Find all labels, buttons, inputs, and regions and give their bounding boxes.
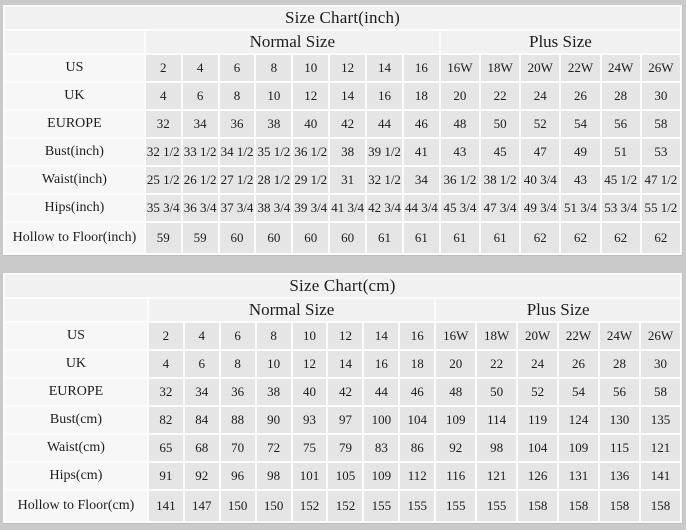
normal-size-value-cell: 152 — [328, 491, 362, 521]
normal-size-value-cell: 6 — [221, 323, 255, 349]
normal-size-value-cell: 14 — [328, 351, 362, 377]
table-row — [5, 83, 680, 109]
normal-size-value-cell: 46 — [404, 111, 439, 137]
plus-size-value-cell: 121 — [641, 435, 680, 461]
plus-size-value-cell: 104 — [518, 435, 557, 461]
row-label: UK — [5, 83, 144, 109]
plus-size-value-cell: 62 — [561, 223, 599, 253]
plus-size-value-cell: 136 — [600, 463, 639, 489]
plus-size-value-cell: 47 1/2 — [642, 167, 680, 193]
normal-size-value-cell: 35 3/4 — [146, 195, 181, 221]
normal-size-value-cell: 152 — [293, 491, 327, 521]
normal-size-value-cell: 35 1/2 — [256, 139, 291, 165]
normal-size-value-cell: 155 — [364, 491, 398, 521]
plus-size-value-cell: 51 3/4 — [561, 195, 599, 221]
plus-size-value-cell: 155 — [477, 491, 516, 521]
plus-size-value-cell: 43 — [441, 139, 479, 165]
plus-size-value-cell: 49 3/4 — [521, 195, 559, 221]
normal-size-value-cell: 10 — [256, 83, 291, 109]
plus-size-value-cell: 16W — [441, 55, 479, 81]
normal-size-value-cell: 4 — [183, 55, 218, 81]
plus-size-value-cell: 30 — [642, 83, 680, 109]
column-group-row — [5, 299, 680, 321]
row-label: Hollow to Floor(inch) — [5, 223, 144, 253]
table-title-row — [5, 7, 680, 29]
normal-size-value-cell: 38 — [330, 139, 365, 165]
plus-size-value-cell: 53 3/4 — [602, 195, 640, 221]
plus-size-value-cell: 92 — [436, 435, 475, 461]
normal-size-value-cell: 44 — [364, 379, 398, 405]
normal-size-value-cell: 8 — [220, 83, 255, 109]
plus-size-value-cell: 47 3/4 — [481, 195, 519, 221]
plus-size-value-cell: 47 — [521, 139, 559, 165]
plus-size-value-cell: 54 — [561, 111, 599, 137]
table-row — [5, 491, 680, 521]
plus-size-value-cell: 20 — [441, 83, 479, 109]
normal-size-value-cell: 75 — [293, 435, 327, 461]
plus-size-value-cell: 158 — [559, 491, 598, 521]
normal-size-value-cell: 60 — [293, 223, 328, 253]
plus-size-value-cell: 30 — [641, 351, 680, 377]
plus-size-value-cell: 22 — [477, 351, 516, 377]
plus-size-group-header: Plus Size — [441, 31, 680, 53]
plus-size-value-cell: 48 — [436, 379, 475, 405]
plus-size-value-cell: 45 — [481, 139, 519, 165]
normal-size-value-cell: 8 — [256, 55, 291, 81]
normal-size-value-cell: 34 — [404, 167, 439, 193]
normal-size-value-cell: 29 1/2 — [293, 167, 328, 193]
plus-size-value-cell: 61 — [441, 223, 479, 253]
normal-size-value-cell: 101 — [293, 463, 327, 489]
normal-size-value-cell: 16 — [404, 55, 439, 81]
normal-size-value-cell: 8 — [221, 351, 255, 377]
normal-size-value-cell: 39 3/4 — [293, 195, 328, 221]
table-row — [5, 407, 680, 433]
plus-size-value-cell: 50 — [477, 379, 516, 405]
plus-size-value-cell: 24 — [518, 351, 557, 377]
plus-size-value-cell: 53 — [642, 139, 680, 165]
normal-size-value-cell: 93 — [293, 407, 327, 433]
normal-size-value-cell: 10 — [293, 55, 328, 81]
plus-size-value-cell: 155 — [436, 491, 475, 521]
plus-size-value-cell: 26 — [561, 83, 599, 109]
normal-size-value-cell: 4 — [146, 83, 181, 109]
plus-size-value-cell: 20W — [518, 323, 557, 349]
row-label: Waist(inch) — [5, 167, 144, 193]
plus-size-group-header: Plus Size — [436, 299, 680, 321]
plus-size-value-cell: 62 — [521, 223, 559, 253]
table-row — [5, 435, 680, 461]
normal-size-value-cell: 68 — [185, 435, 219, 461]
plus-size-value-cell: 18W — [481, 55, 519, 81]
table-row — [5, 351, 680, 377]
plus-size-value-cell: 40 3/4 — [521, 167, 559, 193]
plus-size-value-cell: 158 — [600, 491, 639, 521]
plus-size-value-cell: 28 — [602, 83, 640, 109]
table-row — [5, 463, 680, 489]
normal-size-value-cell: 18 — [404, 83, 439, 109]
normal-size-value-cell: 44 — [367, 111, 402, 137]
plus-size-value-cell: 58 — [642, 111, 680, 137]
plus-size-value-cell: 158 — [518, 491, 557, 521]
column-group-row — [5, 31, 680, 53]
plus-size-value-cell: 61 — [481, 223, 519, 253]
plus-size-value-cell: 22 — [481, 83, 519, 109]
normal-size-value-cell: 28 1/2 — [256, 167, 291, 193]
row-label: Waist(cm) — [5, 435, 147, 461]
normal-size-value-cell: 46 — [400, 379, 434, 405]
table-title-row — [5, 275, 680, 297]
normal-size-value-cell: 6 — [183, 83, 218, 109]
row-label: Hips(cm) — [5, 463, 147, 489]
normal-size-value-cell: 147 — [185, 491, 219, 521]
normal-size-value-cell: 31 — [330, 167, 365, 193]
row-label: Bust(cm) — [5, 407, 147, 433]
corner-cell — [5, 31, 144, 53]
plus-size-value-cell: 26 — [559, 351, 598, 377]
normal-size-value-cell: 12 — [328, 323, 362, 349]
normal-size-value-cell: 16 — [400, 323, 434, 349]
normal-size-value-cell: 84 — [185, 407, 219, 433]
plus-size-value-cell: 26W — [641, 323, 680, 349]
normal-size-group-header: Normal Size — [149, 299, 434, 321]
plus-size-value-cell: 62 — [642, 223, 680, 253]
table-row — [5, 223, 680, 253]
normal-size-value-cell: 36 3/4 — [183, 195, 218, 221]
plus-size-value-cell: 116 — [436, 463, 475, 489]
plus-size-value-cell: 130 — [600, 407, 639, 433]
row-label: US — [5, 55, 144, 81]
normal-size-value-cell: 96 — [221, 463, 255, 489]
normal-size-value-cell: 2 — [149, 323, 183, 349]
table-row — [5, 139, 680, 165]
normal-size-value-cell: 38 — [257, 379, 291, 405]
plus-size-value-cell: 62 — [602, 223, 640, 253]
normal-size-value-cell: 14 — [364, 323, 398, 349]
normal-size-value-cell: 105 — [328, 463, 362, 489]
normal-size-value-cell: 16 — [367, 83, 402, 109]
plus-size-value-cell: 124 — [559, 407, 598, 433]
normal-size-value-cell: 92 — [185, 463, 219, 489]
plus-size-value-cell: 56 — [600, 379, 639, 405]
plus-size-value-cell: 135 — [641, 407, 680, 433]
normal-size-value-cell: 141 — [149, 491, 183, 521]
plus-size-value-cell: 16W — [436, 323, 475, 349]
plus-size-value-cell: 50 — [481, 111, 519, 137]
normal-size-value-cell: 150 — [221, 491, 255, 521]
plus-size-value-cell: 26W — [642, 55, 680, 81]
plus-size-value-cell: 36 1/2 — [441, 167, 479, 193]
normal-size-value-cell: 38 3/4 — [256, 195, 291, 221]
normal-size-value-cell: 6 — [220, 55, 255, 81]
normal-size-value-cell: 26 1/2 — [183, 167, 218, 193]
plus-size-value-cell: 52 — [521, 111, 559, 137]
plus-size-value-cell: 56 — [602, 111, 640, 137]
normal-size-value-cell: 34 1/2 — [220, 139, 255, 165]
normal-size-value-cell: 36 1/2 — [293, 139, 328, 165]
row-label: UK — [5, 351, 147, 377]
normal-size-value-cell: 32 — [149, 379, 183, 405]
table-row — [5, 379, 680, 405]
normal-size-value-cell: 44 3/4 — [404, 195, 439, 221]
normal-size-group-header: Normal Size — [146, 31, 439, 53]
plus-size-value-cell: 45 1/2 — [602, 167, 640, 193]
table-title: Size Chart(inch) — [5, 7, 680, 29]
normal-size-value-cell: 12 — [293, 83, 328, 109]
plus-size-value-cell: 158 — [641, 491, 680, 521]
normal-size-value-cell: 32 1/2 — [367, 167, 402, 193]
normal-size-value-cell: 38 — [256, 111, 291, 137]
plus-size-value-cell: 98 — [477, 435, 516, 461]
plus-size-value-cell: 119 — [518, 407, 557, 433]
table-row — [5, 195, 680, 221]
normal-size-value-cell: 8 — [257, 323, 291, 349]
normal-size-value-cell: 37 3/4 — [220, 195, 255, 221]
normal-size-value-cell: 12 — [330, 55, 365, 81]
normal-size-value-cell: 72 — [257, 435, 291, 461]
normal-size-value-cell: 100 — [364, 407, 398, 433]
normal-size-value-cell: 60 — [220, 223, 255, 253]
size-chart-cm-table — [3, 273, 683, 524]
normal-size-value-cell: 150 — [257, 491, 291, 521]
normal-size-value-cell: 91 — [149, 463, 183, 489]
plus-size-value-cell: 22W — [561, 55, 599, 81]
plus-size-value-cell: 24W — [600, 323, 639, 349]
plus-size-value-cell: 126 — [518, 463, 557, 489]
table-title: Size Chart(cm) — [5, 275, 680, 297]
normal-size-value-cell: 61 — [404, 223, 439, 253]
normal-size-value-cell: 36 — [220, 111, 255, 137]
normal-size-value-cell: 14 — [330, 83, 365, 109]
normal-size-value-cell: 88 — [221, 407, 255, 433]
normal-size-value-cell: 6 — [185, 351, 219, 377]
plus-size-value-cell: 121 — [477, 463, 516, 489]
normal-size-value-cell: 16 — [364, 351, 398, 377]
normal-size-value-cell: 12 — [293, 351, 327, 377]
normal-size-value-cell: 61 — [367, 223, 402, 253]
normal-size-value-cell: 90 — [257, 407, 291, 433]
normal-size-value-cell: 18 — [400, 351, 434, 377]
normal-size-value-cell: 42 3/4 — [367, 195, 402, 221]
normal-size-value-cell: 14 — [367, 55, 402, 81]
corner-cell — [5, 299, 147, 321]
normal-size-value-cell: 10 — [257, 351, 291, 377]
normal-size-value-cell: 34 — [183, 111, 218, 137]
plus-size-value-cell: 49 — [561, 139, 599, 165]
row-label: Hollow to Floor(cm) — [5, 491, 147, 521]
size-chart-inch-table — [3, 5, 683, 256]
plus-size-value-cell: 45 3/4 — [441, 195, 479, 221]
normal-size-value-cell: 70 — [221, 435, 255, 461]
normal-size-value-cell: 34 — [185, 379, 219, 405]
normal-size-value-cell: 42 — [330, 111, 365, 137]
normal-size-value-cell: 10 — [293, 323, 327, 349]
normal-size-value-cell: 82 — [149, 407, 183, 433]
normal-size-value-cell: 41 3/4 — [330, 195, 365, 221]
normal-size-value-cell: 27 1/2 — [220, 167, 255, 193]
plus-size-value-cell: 54 — [559, 379, 598, 405]
plus-size-value-cell: 58 — [641, 379, 680, 405]
plus-size-value-cell: 131 — [559, 463, 598, 489]
plus-size-value-cell: 24 — [521, 83, 559, 109]
plus-size-value-cell: 48 — [441, 111, 479, 137]
normal-size-value-cell: 39 1/2 — [367, 139, 402, 165]
plus-size-value-cell: 38 1/2 — [481, 167, 519, 193]
normal-size-value-cell: 60 — [256, 223, 291, 253]
normal-size-value-cell: 25 1/2 — [146, 167, 181, 193]
plus-size-value-cell: 20W — [521, 55, 559, 81]
normal-size-value-cell: 33 1/2 — [183, 139, 218, 165]
normal-size-value-cell: 59 — [183, 223, 218, 253]
normal-size-value-cell: 109 — [364, 463, 398, 489]
normal-size-value-cell: 42 — [328, 379, 362, 405]
plus-size-value-cell: 24W — [602, 55, 640, 81]
row-label: EUROPE — [5, 111, 144, 137]
normal-size-value-cell: 4 — [185, 323, 219, 349]
normal-size-value-cell: 65 — [149, 435, 183, 461]
normal-size-value-cell: 32 — [146, 111, 181, 137]
normal-size-value-cell: 112 — [400, 463, 434, 489]
normal-size-value-cell: 59 — [146, 223, 181, 253]
table-row — [5, 323, 680, 349]
plus-size-value-cell: 51 — [602, 139, 640, 165]
normal-size-value-cell: 98 — [257, 463, 291, 489]
table-row — [5, 55, 680, 81]
plus-size-value-cell: 18W — [477, 323, 516, 349]
plus-size-value-cell: 55 1/2 — [642, 195, 680, 221]
row-label: EUROPE — [5, 379, 147, 405]
plus-size-value-cell: 109 — [436, 407, 475, 433]
normal-size-value-cell: 40 — [293, 379, 327, 405]
plus-size-value-cell: 114 — [477, 407, 516, 433]
normal-size-value-cell: 41 — [404, 139, 439, 165]
table-row — [5, 167, 680, 193]
normal-size-value-cell: 32 1/2 — [146, 139, 181, 165]
row-label: Hips(inch) — [5, 195, 144, 221]
normal-size-value-cell: 79 — [328, 435, 362, 461]
normal-size-value-cell: 83 — [364, 435, 398, 461]
row-label: Bust(inch) — [5, 139, 144, 165]
normal-size-value-cell: 4 — [149, 351, 183, 377]
plus-size-value-cell: 141 — [641, 463, 680, 489]
normal-size-value-cell: 104 — [400, 407, 434, 433]
normal-size-value-cell: 36 — [221, 379, 255, 405]
plus-size-value-cell: 52 — [518, 379, 557, 405]
normal-size-value-cell: 2 — [146, 55, 181, 81]
table-row — [5, 111, 680, 137]
normal-size-value-cell: 97 — [328, 407, 362, 433]
plus-size-value-cell: 109 — [559, 435, 598, 461]
plus-size-value-cell: 43 — [561, 167, 599, 193]
normal-size-value-cell: 40 — [293, 111, 328, 137]
normal-size-value-cell: 155 — [400, 491, 434, 521]
plus-size-value-cell: 115 — [600, 435, 639, 461]
plus-size-value-cell: 22W — [559, 323, 598, 349]
plus-size-value-cell: 28 — [600, 351, 639, 377]
normal-size-value-cell: 86 — [400, 435, 434, 461]
normal-size-value-cell: 60 — [330, 223, 365, 253]
plus-size-value-cell: 20 — [436, 351, 475, 377]
row-label: US — [5, 323, 147, 349]
